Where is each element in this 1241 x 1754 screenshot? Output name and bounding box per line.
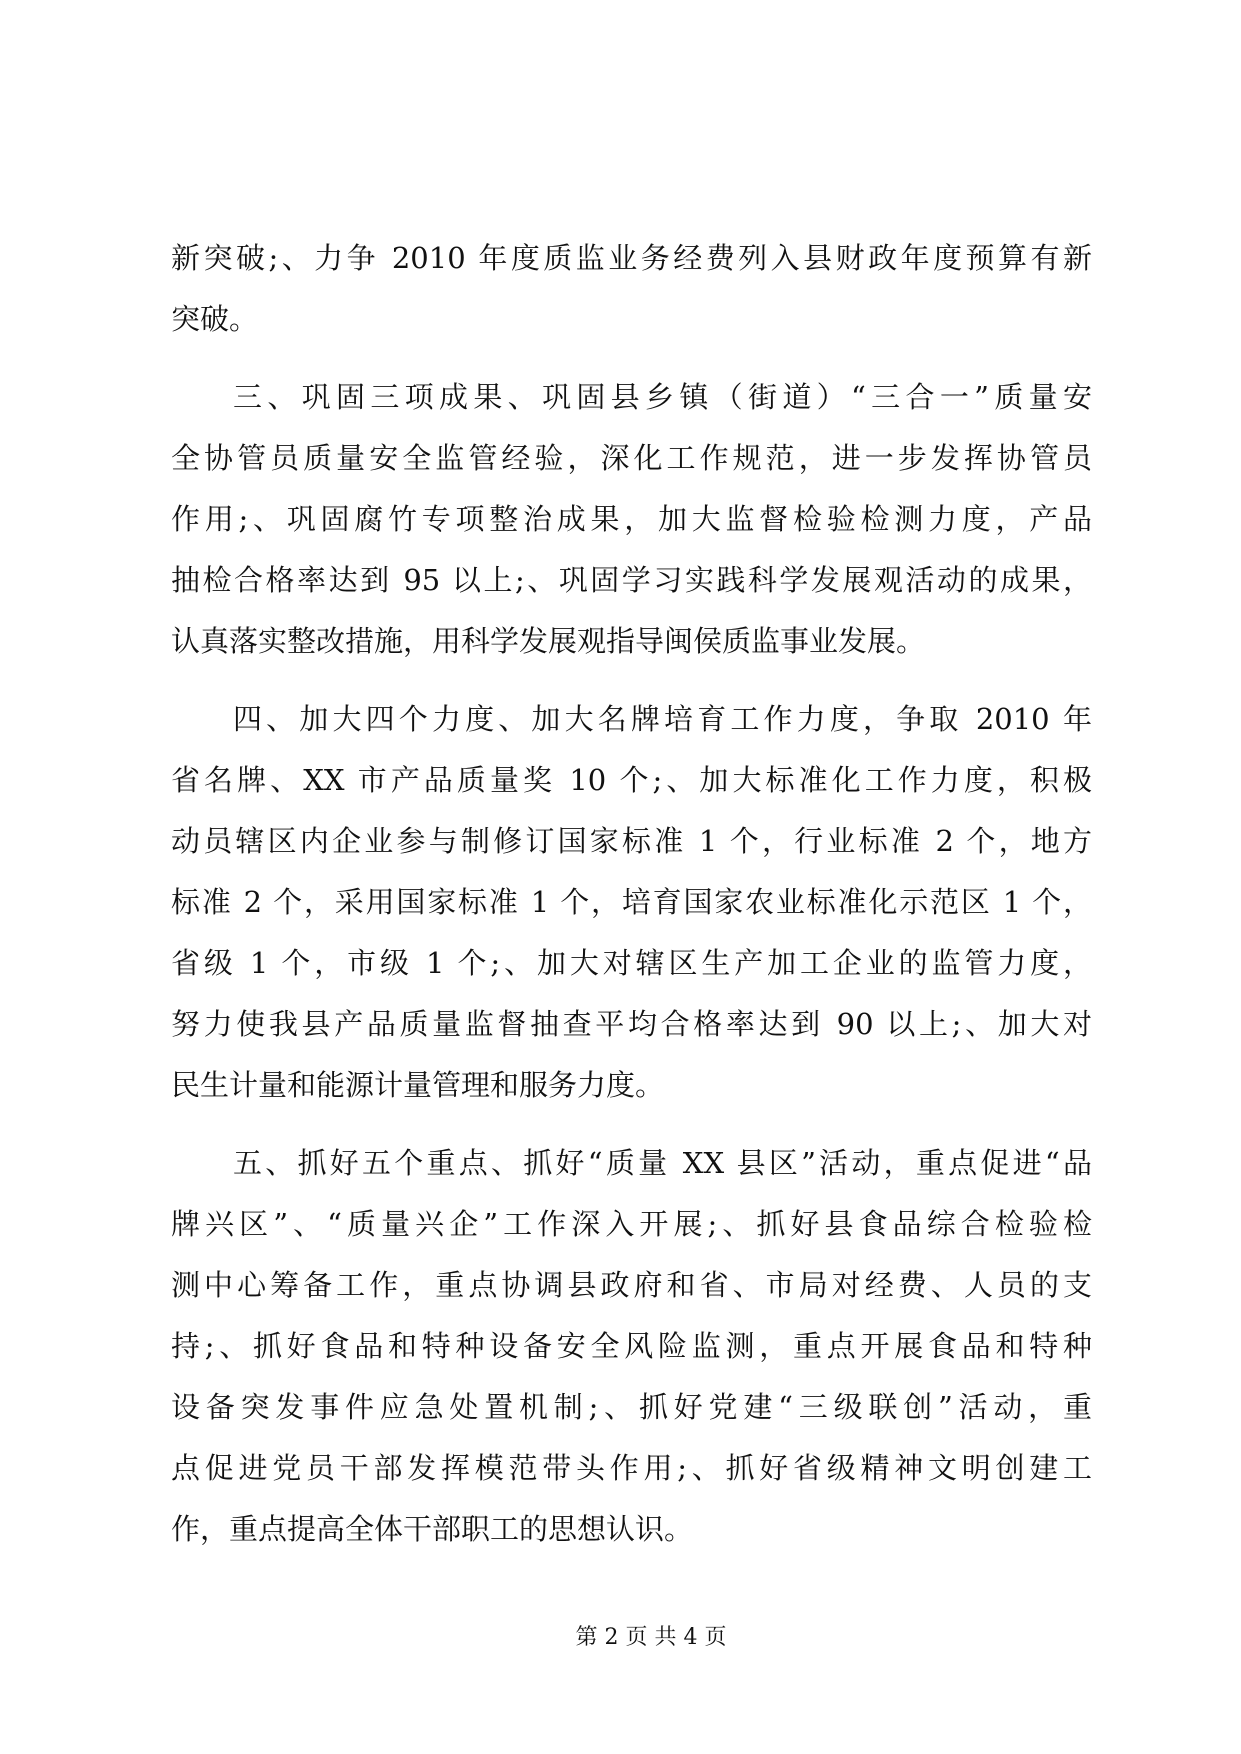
text-line: 民生计量和能源计量管理和服务力度。 [171, 1068, 665, 1102]
text-line: 新突破;、力争 2010 年度质监业务经费列入县财政年度预算有新 [171, 241, 1092, 275]
text-line: 四、加大四个力度、加大名牌培育工作力度，争取 2010 年 [233, 702, 1092, 736]
paragraph [171, 379, 1092, 684]
text-line: 作，重点提高全体干部职工的思想认识。 [171, 1512, 694, 1546]
text-line: 全协管员质量安全监管经验，深化工作规范，进一步发挥协管员 [171, 441, 1092, 475]
paragraph [171, 1145, 1092, 1572]
text-line: 设备突发事件应急处置机制;、抓好党建“三级联创”活动，重 [171, 1390, 1092, 1424]
document-body [171, 240, 1092, 1589]
text-line: 动员辖区内企业参与制修订国家标准 1 个，行业标准 2 个，地方 [171, 824, 1092, 858]
text-line: 突破。 [171, 302, 259, 336]
text-line: 抽检合格率达到 95 以上;、巩固学习实践科学发展观活动的成果， [171, 563, 1092, 597]
page-footer: 第 2 页 共 4 页 [575, 1625, 727, 1650]
text-line: 作用;、巩固腐竹专项整治成果，加大监督检验检测力度，产品 [171, 502, 1092, 536]
text-line: 努力使我县产品质量监督抽查平均合格率达到 90 以上;、加大对 [171, 1007, 1092, 1041]
text-line: 省名牌、XX 市产品质量奖 10 个;、加大标准化工作力度，积极 [171, 763, 1092, 797]
text-line: 认真落实整改措施，用科学发展观指导闽侯质监事业发展。 [171, 624, 926, 658]
text-line: 三、巩固三项成果、巩固县乡镇（街道）“三合一”质量安 [233, 380, 1092, 414]
text-line: 牌兴区”、“质量兴企”工作深入开展;、抓好县食品综合检验检 [171, 1207, 1092, 1241]
text-line: 点促进党员干部发挥模范带头作用;、抓好省级精神文明创建工 [171, 1451, 1092, 1485]
text-line: 标准 2 个，采用国家标准 1 个，培育国家农业标准化示范区 1 个， [171, 885, 1092, 919]
paragraph [171, 701, 1092, 1128]
paragraph [171, 240, 1092, 362]
text-line: 省级 1 个，市级 1 个;、加大对辖区生产加工企业的监管力度， [171, 946, 1092, 980]
text-line: 持;、抓好食品和特种设备安全风险监测，重点开展食品和特种 [171, 1329, 1092, 1363]
text-line: 测中心筹备工作，重点协调县政府和省、市局对经费、人员的支 [171, 1268, 1092, 1302]
text-line: 五、抓好五个重点、抓好“质量 XX 县区”活动，重点促进“品 [233, 1146, 1092, 1180]
